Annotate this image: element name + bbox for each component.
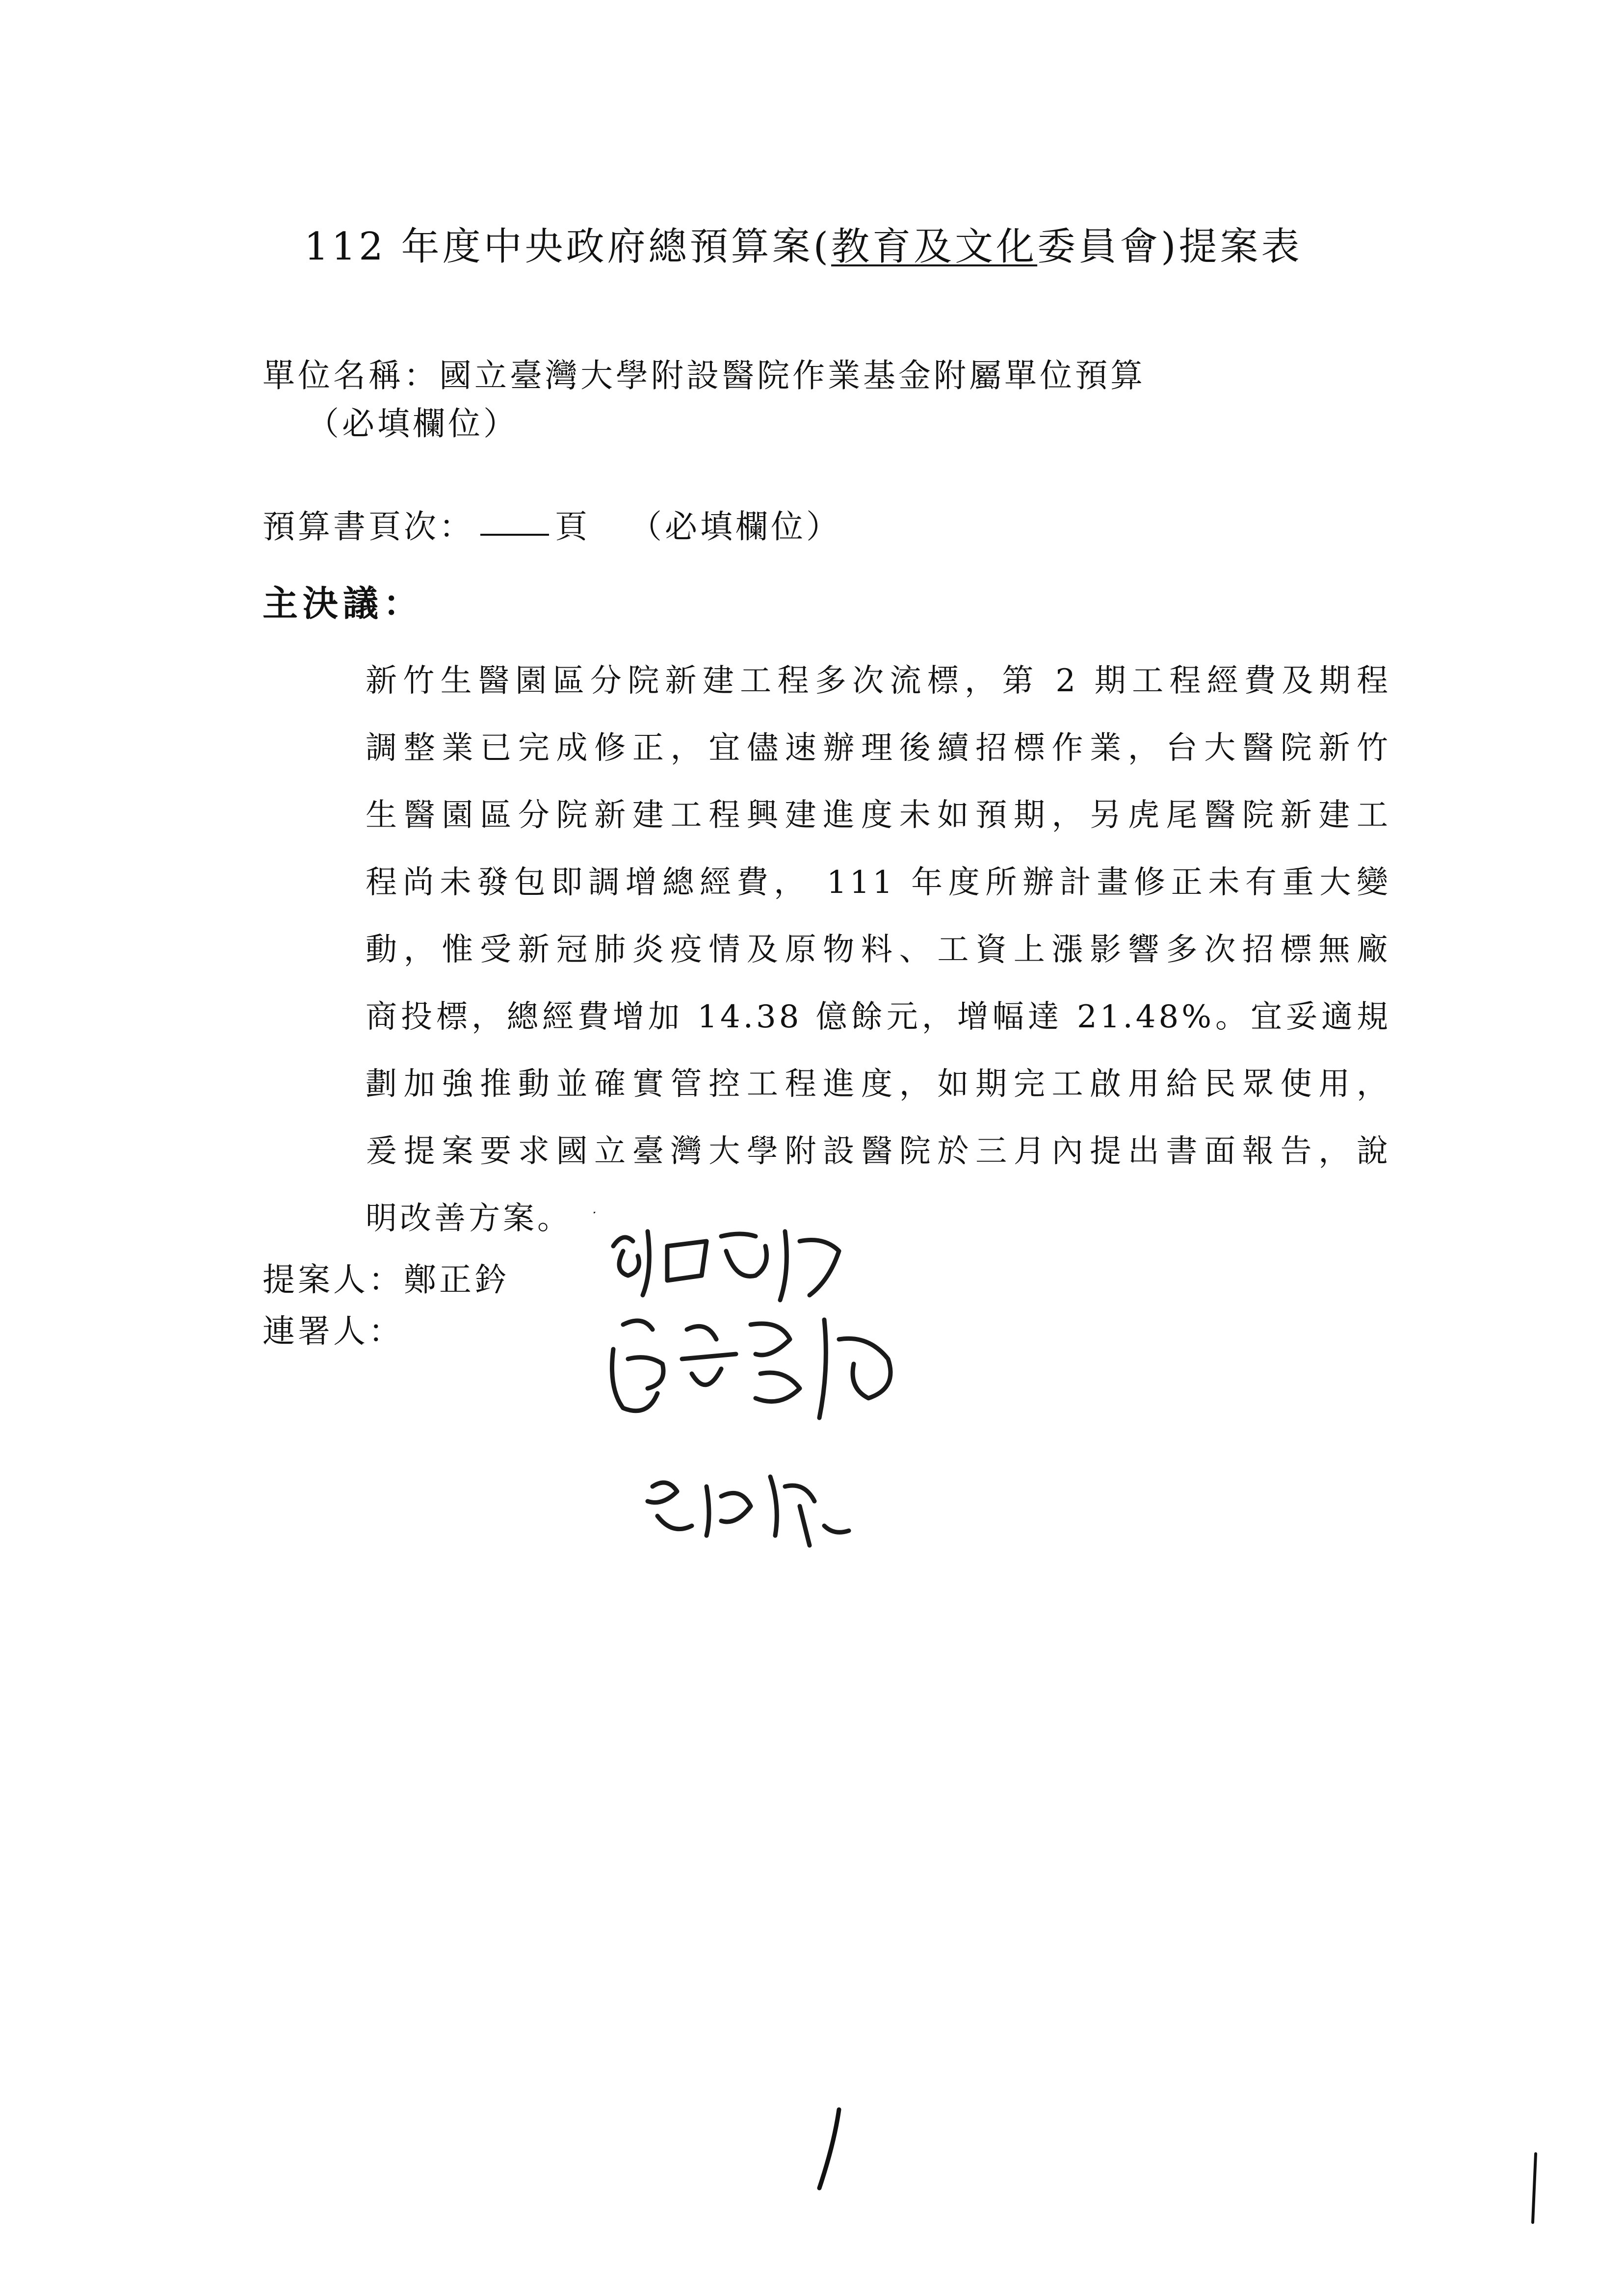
unit-name-label: 單位名稱：	[262, 357, 439, 394]
resolution-body	[366, 648, 1391, 1252]
stray-pen-mark	[805, 2105, 854, 2193]
proposer-label: 提案人：	[262, 1261, 404, 1299]
title-prefix: 112 年度中央政府總預算案(	[304, 225, 832, 269]
signature-stroke	[612, 1320, 891, 1418]
signature-stroke	[613, 1231, 839, 1300]
cosigner-row	[262, 1305, 404, 1352]
budget-page-label: 預算書頁次：	[262, 508, 474, 546]
unit-required-note: （必填欄位）	[307, 405, 519, 443]
unit-name-value: 國立臺灣大學附設醫院作業基金附屬單位預算	[439, 357, 1146, 394]
proposer-name: 鄭正鈐	[404, 1261, 510, 1299]
signature-stroke	[648, 1477, 849, 1545]
resolution-line: 新竹生醫園區分院新建工程多次流標，第 2 期工程經費及期程	[366, 663, 1391, 699]
resolution-line: 明改善方案。	[366, 1200, 572, 1237]
title-suffix: 委員會)提案表	[1037, 225, 1303, 269]
resolution-line: 動，惟受新冠肺炎疫情及原物料、工資上漲影響多次招標無廠	[366, 932, 1391, 968]
resolution-line: 程尚未發包即調增總經費， 111 年度所辦計畫修正未有重大變	[366, 864, 1391, 901]
resolution-line: 調整業已完成修正，宜儘速辦理後續招標作業，台大醫院新竹	[366, 730, 1391, 766]
resolution-line: 商投標，總經費增加 14.38 億餘元，增幅達 21.48%。宜妥適規	[366, 999, 1391, 1035]
stray-edge-mark	[1526, 2149, 1545, 2227]
committee-name: 教育及文化	[831, 225, 1038, 269]
budget-page-row	[262, 500, 841, 547]
proposer-row	[262, 1253, 510, 1300]
budget-page-blank	[480, 534, 549, 536]
budget-page-unit: 頁	[555, 508, 590, 546]
resolution-line: 劃加強推動並確實管控工程進度，如期完工啟用給民眾使用，	[366, 1066, 1391, 1102]
unit-name-row	[262, 349, 1146, 396]
cosigner-label: 連署人：	[262, 1312, 404, 1350]
resolution-line: 生醫園區分院新建工程興建進度未如預期，另虎尾醫院新建工	[366, 797, 1391, 834]
form-title	[304, 216, 1303, 271]
resolution-line: 爰提案要求國立臺灣大學附設醫院於三月內提出書面報告，說	[366, 1133, 1391, 1170]
budget-page-required-note: （必填欄位）	[629, 508, 841, 546]
handwritten-signatures	[594, 1212, 996, 1614]
resolution-heading: 主決議：	[262, 582, 424, 624]
